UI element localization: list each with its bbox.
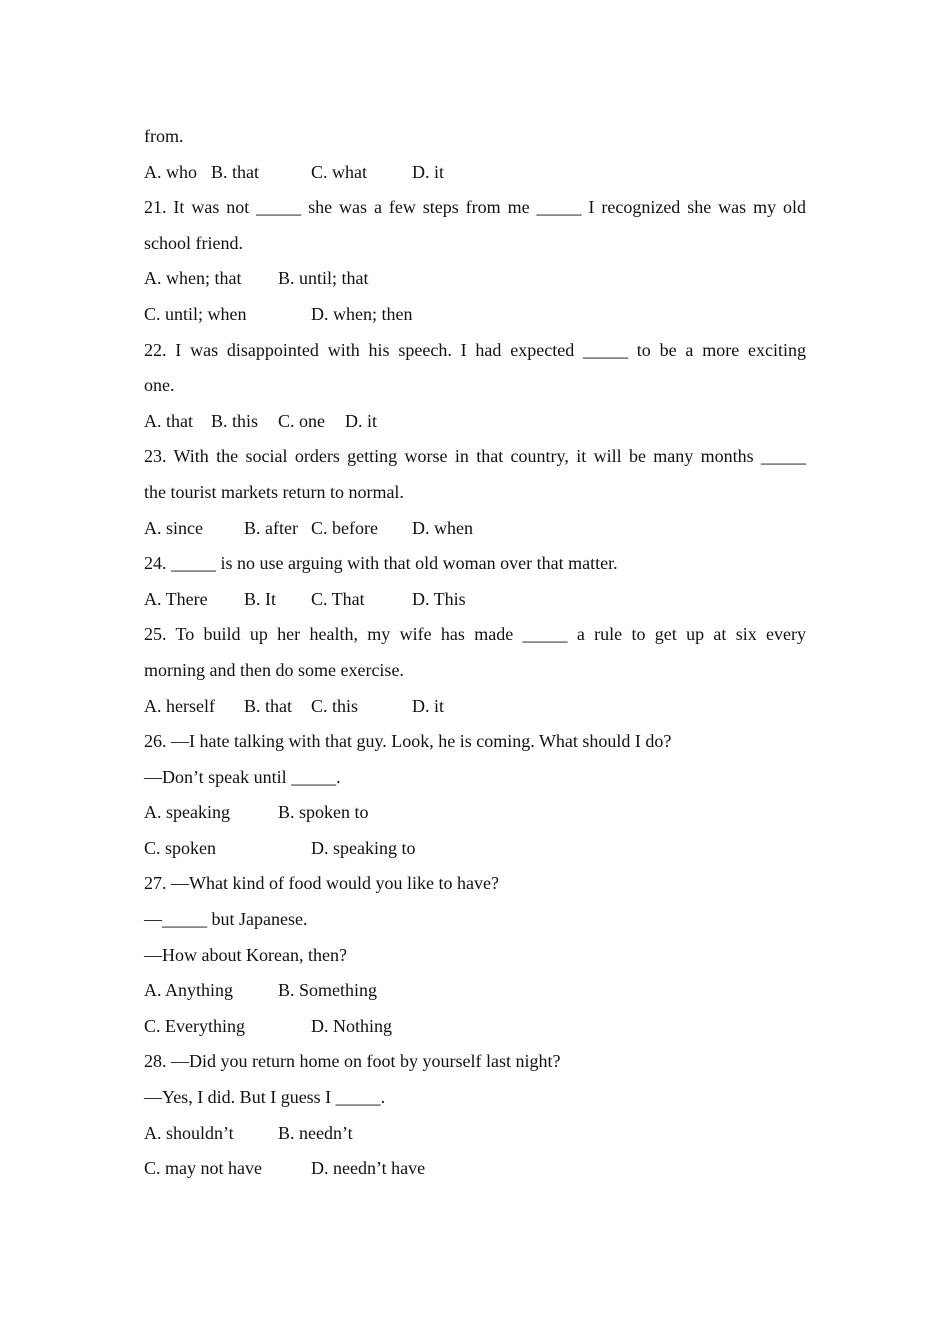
- answer-option: A. shouldn’t: [144, 1122, 234, 1143]
- answer-option: A. since: [144, 517, 203, 538]
- answer-option: A. There: [144, 588, 208, 609]
- answer-option: D. This: [412, 588, 466, 609]
- answer-option: B. It: [244, 588, 277, 609]
- answer-option: B. spoken to: [278, 802, 369, 823]
- answer-option: C. one: [278, 410, 325, 431]
- text-line: —_____ but Japanese.: [144, 909, 308, 930]
- text-line: —Don’t speak until _____.: [144, 766, 341, 787]
- answer-options-row: [144, 261, 806, 297]
- text-line: 28. —Did you return home on foot by yourself last night?: [144, 1051, 561, 1072]
- answer-option: B. needn’t: [278, 1122, 353, 1143]
- answer-option: C. until; when: [144, 303, 247, 324]
- answer-option: D. when: [412, 517, 473, 538]
- answer-option: C. That: [311, 588, 365, 609]
- answer-option: D. speaking to: [311, 837, 416, 858]
- answer-option: D. Nothing: [311, 1015, 392, 1036]
- answer-options-row: [144, 973, 806, 1009]
- answer-options-row: [144, 831, 806, 867]
- answer-option: D. when; then: [311, 303, 413, 324]
- answer-option: C. may not have: [144, 1158, 262, 1179]
- answer-option: B. this: [211, 410, 259, 431]
- answer-options-row: [144, 511, 806, 547]
- answer-option: C. this: [311, 695, 359, 716]
- answer-options-row: [144, 689, 806, 725]
- text-line: school friend.: [144, 232, 243, 253]
- answer-option: B. Something: [278, 980, 378, 1001]
- answer-option: A. who: [144, 161, 197, 182]
- answer-option: C. before: [311, 517, 378, 538]
- text-line: 23. With the social orders getting worse in that country, it will be many months _____: [144, 446, 806, 467]
- answer-option: A. herself: [144, 695, 215, 716]
- text-line: 22. I was disappointed with his speech. I had expected _____ to be a more exciting: [144, 339, 806, 360]
- answer-option: A. Anything: [144, 980, 234, 1001]
- text-line: one.: [144, 375, 175, 396]
- answer-option: A. when; that: [144, 268, 242, 289]
- text-line: 27. —What kind of food would you like to have?: [144, 873, 499, 894]
- text-line: the tourist markets return to normal.: [144, 481, 404, 502]
- answer-option: B. that: [244, 695, 292, 716]
- answer-option: D. it: [345, 410, 378, 431]
- text-line: 25. To build up her health, my wife has made _____ a rule to get up at six every: [144, 624, 806, 645]
- answer-options-row: [144, 1151, 806, 1187]
- answer-option: C. Everything: [144, 1015, 245, 1036]
- answer-option: D. it: [412, 161, 445, 182]
- answer-options-row: [144, 582, 806, 618]
- text-line: 21. It was not _____ she was a few steps from me _____ I recognized she was my old: [144, 197, 806, 218]
- text-line: 24. _____ is no use arguing with that old woman over that matter.: [144, 553, 618, 574]
- answer-option: B. until; that: [278, 268, 369, 289]
- text-line: 26. —I hate talking with that guy. Look, he is coming. What should I do?: [144, 731, 672, 752]
- answer-options-row: [144, 297, 806, 333]
- document-page: [144, 119, 806, 1187]
- answer-options-row: [144, 1116, 806, 1152]
- text-line: —How about Korean, then?: [144, 944, 347, 965]
- answer-options-row: [144, 795, 806, 831]
- answer-option: D. it: [412, 695, 445, 716]
- answer-options-row: [144, 1009, 806, 1045]
- answer-option: A. speaking: [144, 802, 230, 823]
- answer-option: D. needn’t have: [311, 1158, 426, 1179]
- text-line: —Yes, I did. But I guess I _____.: [144, 1087, 386, 1108]
- text-line: from.: [144, 126, 184, 146]
- answer-option: A. that: [144, 410, 193, 431]
- answer-options-row: [144, 404, 806, 440]
- answer-option: B. that: [211, 161, 259, 182]
- answer-option: C. spoken: [144, 837, 216, 858]
- answer-option: C. what: [311, 161, 367, 182]
- text-line: morning and then do some exercise.: [144, 659, 404, 680]
- answer-option: B. after: [244, 517, 298, 538]
- answer-options-row: [144, 155, 806, 191]
